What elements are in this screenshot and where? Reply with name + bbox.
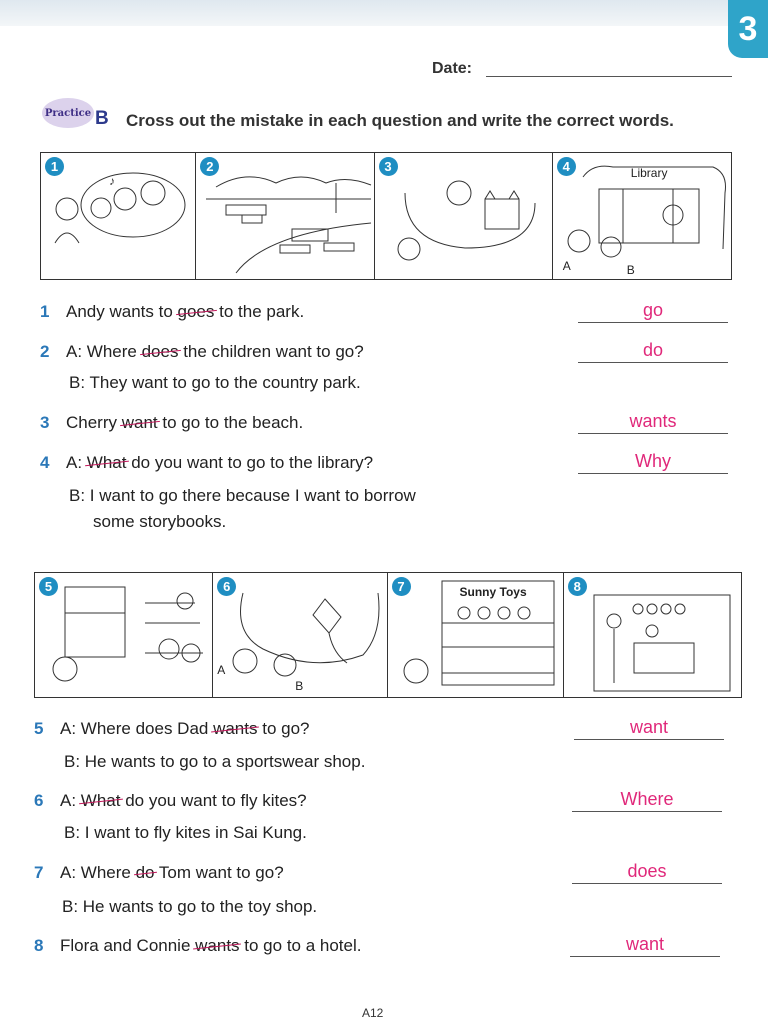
crossed-mistake: does [141, 342, 179, 361]
answer-line-5[interactable] [574, 717, 724, 740]
question-6: 6 A: What do you want to fly kites? [34, 791, 307, 810]
answer-text: do [642, 340, 664, 360]
question-number: 7 [34, 863, 44, 882]
library-sign: Library [630, 166, 668, 180]
instruction-heading: Cross out the mistake in each question and write the correct words. [126, 111, 674, 130]
top-band [0, 0, 768, 26]
children-thinking-illustration [41, 153, 196, 279]
question-2-line-b: B: They want to go to the country park. [69, 373, 361, 392]
question-5: 5 A: Where does Dad wants to go? [34, 719, 310, 738]
answer-text: Where [620, 789, 674, 809]
panel-number: 7 [392, 577, 411, 596]
date-label: Date: [432, 60, 473, 77]
picture-row-top [40, 152, 732, 280]
speaker-label-b: B [626, 263, 635, 277]
question-number: 2 [40, 342, 50, 361]
toy-shop-sign: Sunny Toys [459, 585, 527, 599]
speaker-label-b: B [295, 679, 304, 693]
question-1: 1 Andy wants to goes to the park. [40, 302, 305, 321]
picture-row-bottom [34, 572, 742, 698]
sportswear-shop-illustration [35, 573, 213, 697]
panel-number: 4 [557, 157, 576, 176]
panel-number: 2 [200, 157, 219, 176]
crossed-mistake: What [86, 453, 127, 472]
question-8: 8 Flora and Connie wants to go to a hotel. [34, 936, 362, 955]
crossed-mistake: want [121, 413, 158, 432]
crossed-mistake: wants [195, 936, 240, 955]
panel-number: 5 [39, 577, 58, 596]
panel-number: 8 [568, 577, 587, 596]
question-4: 4 A: What do you want to go to the library? [40, 453, 374, 472]
answer-text: want [629, 717, 669, 737]
section-letter: B [95, 108, 109, 129]
answer-text: want [625, 934, 665, 954]
question-6-line-b: B: I want to fly kites in Sai Kung. [64, 823, 307, 842]
crossed-mistake: wants [213, 719, 258, 738]
answer-text: wants [629, 411, 677, 431]
country-park-illustration [196, 153, 374, 279]
answer-text: Why [635, 451, 671, 471]
date-field-line [486, 76, 732, 77]
question-number: 6 [34, 791, 44, 810]
panel-number: 6 [217, 577, 236, 596]
question-4-line-c: some storybooks. [93, 512, 227, 531]
panel-number: 3 [379, 157, 398, 176]
panel-number: 1 [45, 157, 64, 176]
question-number: 4 [40, 453, 50, 472]
crossed-mistake: do [135, 863, 155, 882]
question-number: 5 [34, 719, 44, 738]
answer-line-3[interactable] [578, 411, 728, 434]
page-number: A12 [362, 1006, 384, 1020]
practice-badge: Practice [42, 98, 94, 128]
question-number: 3 [40, 413, 50, 432]
question-7: 7 A: Where do Tom want to go? [34, 863, 284, 882]
answer-line-7[interactable] [572, 861, 722, 884]
picture-panel-2 [196, 153, 374, 279]
unit-tab: 3 [728, 0, 768, 58]
answer-text: does [627, 861, 667, 881]
picture-panel-5 [35, 573, 213, 697]
crossed-mistake: goes [177, 302, 215, 321]
question-7-line-b: B: He wants to go to the toy shop. [62, 897, 318, 916]
beach-sandcastle-illustration [375, 153, 553, 279]
answer-line-2[interactable] [578, 340, 728, 363]
question-2: 2 A: Where does the children want to go? [40, 342, 364, 361]
question-4-line-b: B: I want to go there because I want to borrow [69, 486, 416, 505]
question-number: 1 [40, 302, 50, 321]
picture-panel-3 [375, 153, 553, 279]
speaker-label-a: A [217, 663, 226, 677]
picture-panel-1 [41, 153, 196, 279]
question-5-line-b: B: He wants to go to a sportswear shop. [64, 752, 366, 771]
question-3: 3 Cherry want to go to the beach. [40, 413, 304, 432]
speaker-label-a: A [562, 259, 571, 273]
answer-line-1[interactable] [578, 300, 728, 323]
picture-panel-4 [553, 153, 731, 279]
svg-text:♪: ♪ [109, 174, 115, 188]
answer-line-6[interactable] [572, 789, 722, 812]
picture-panel-7 [388, 573, 564, 697]
picture-panel-8 [564, 573, 741, 697]
question-number: 8 [34, 936, 44, 955]
answer-text: go [642, 300, 664, 320]
crossed-mistake: What [80, 791, 121, 810]
answer-line-4[interactable] [578, 451, 728, 474]
hotel-illustration [564, 573, 741, 697]
answer-line-8[interactable] [570, 934, 720, 957]
picture-panel-6 [213, 573, 387, 697]
